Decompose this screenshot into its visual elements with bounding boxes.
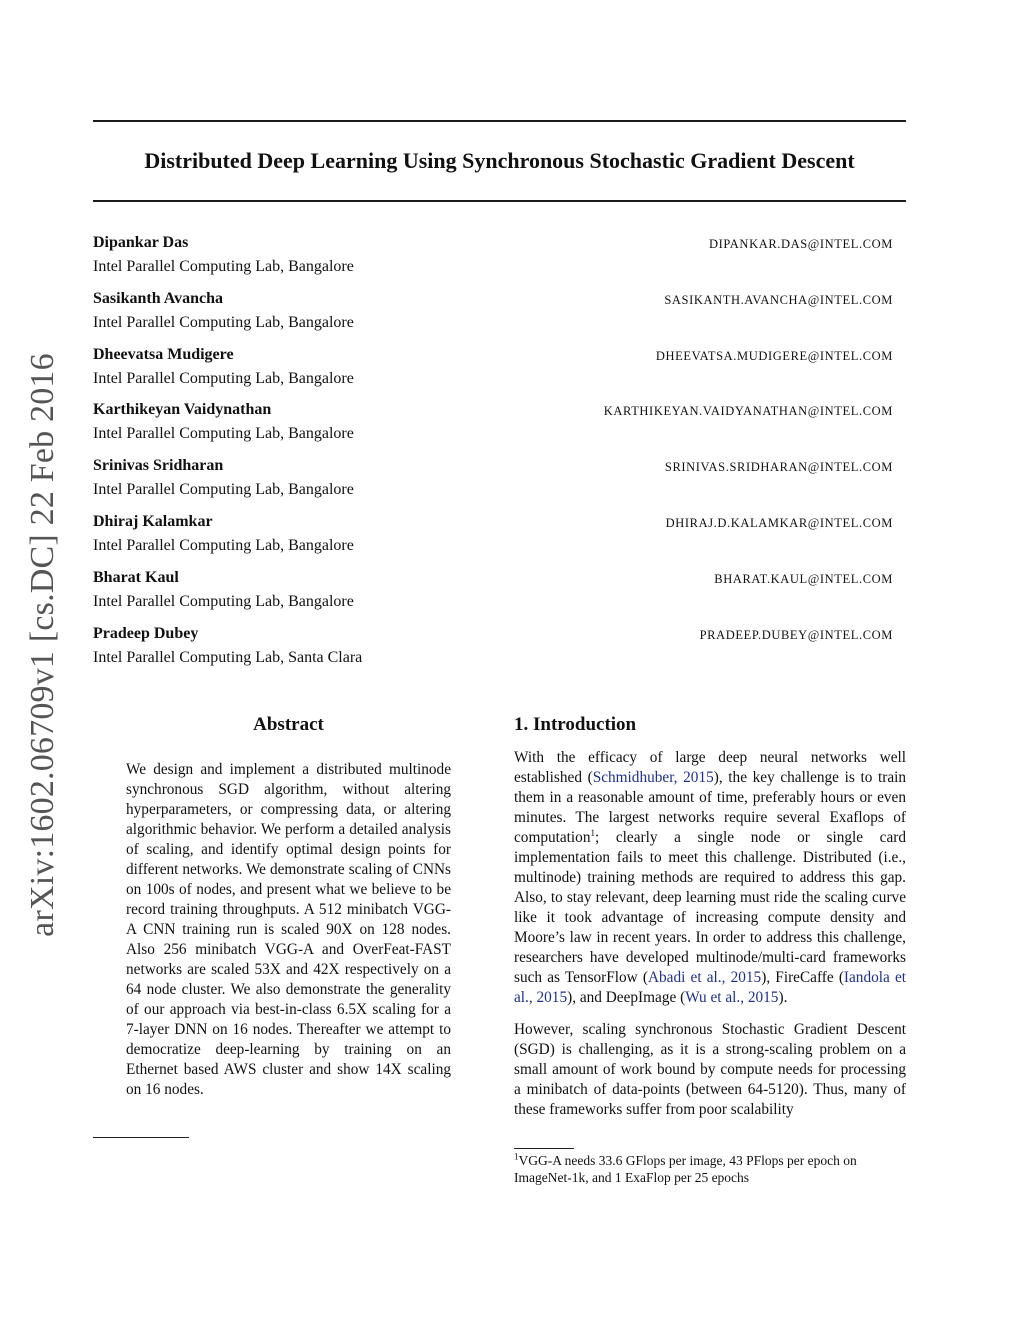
footnote-marker[interactable]: 1 (590, 827, 595, 838)
author-email: KARTHIKEYAN.VAIDYANATHAN@INTEL.COM (603, 404, 893, 419)
footnote-rule (514, 1148, 574, 1149)
text-span: With the efficacy of large deep neural networks well established ( (514, 749, 906, 786)
author-name: Pradeep Dubey (93, 624, 199, 642)
author-email: DHIRAJ.D.KALAMKAR@INTEL.COM (665, 515, 893, 530)
author-name: Dipankar Das (93, 234, 189, 251)
author-email: DHEEVATSA.MUDIGERE@INTEL.COM (655, 348, 893, 363)
introduction-paragraph-2: However, scaling synchronous Stochastic Gradient Descent (SGD) is challenging, as it is a strong-scaling problem on a small amount of work bound by compute needs for processing a minibatch of data-points (between 64-5120). Thus, many of these frameworks suffer from poor scalability (514, 1021, 906, 1118)
paper-title: Distributed Deep Learning Using Synchronous Stochastic Gradient Descent (144, 148, 855, 173)
author-affiliation: Intel Parallel Computing Lab, Bangalore (93, 258, 354, 275)
author-email: DIPANKAR.DAS@INTEL.COM (709, 237, 893, 251)
author-block (93, 511, 893, 567)
citation-link[interactable]: Iandola et al., 2015 (514, 969, 906, 1006)
introduction-heading: 1. Introduction (514, 714, 637, 735)
citation-link[interactable]: Abadi et al., 2015 (647, 969, 762, 986)
footnote-mark: 1 (514, 1151, 519, 1162)
text-span: ), FireCaffe ( (761, 969, 844, 986)
author-block (93, 399, 893, 455)
author-affiliation: Intel Parallel Computing Lab, Bangalore (93, 481, 354, 499)
author-email: BHARAT.KAUL@INTEL.COM (714, 571, 893, 586)
author-affiliation: Intel Parallel Computing Lab, Bangalore (93, 425, 354, 443)
footnote-rule-left (93, 1137, 189, 1138)
author-name: Dheevatsa Mudigere (93, 345, 234, 363)
footnote-text: VGG-A needs 33.6 GFlops per image, 43 PFlops per epoch on ImageNet-1k, and 1 ExaFlop per 25 epochs (514, 1153, 857, 1185)
author-email: PRADEEP.DUBEY@INTEL.COM (699, 627, 893, 642)
author-affiliation: Intel Parallel Computing Lab, Bangalore (93, 536, 354, 554)
author-block (93, 288, 893, 344)
text-span: ), and DeepImage ( (567, 989, 686, 1006)
author-block (93, 567, 893, 623)
author-affiliation: Intel Parallel Computing Lab, Bangalore (93, 313, 354, 331)
author-block (93, 455, 893, 511)
footnote (514, 1152, 906, 1186)
title-rule-top (93, 120, 906, 122)
abstract-heading: Abstract (253, 714, 324, 735)
title-rule-bottom (93, 200, 906, 202)
citation-link[interactable]: Wu et al., 2015 (685, 989, 779, 1006)
citation-link[interactable]: Schmidhuber, 2015 (592, 769, 714, 786)
abstract-text: We design and implement a distributed multinode synchronous SGD algorithm, without altering hyperparameters, or compressing data, or altering algorithmic behavior. We perform a detailed analysis of scaling, and identify optimal design points for different networks. We demonstrate scaling of CNNs on 100s of nodes, and present what we believe to be record training throughputs. A 512 minibatch VGG-A CNN training run is scaled 90X on 128 nodes. Also 256 minibatch VGG-A and OverFeat-FAST networks are scaled 53X and 42X respectively on a 64 node cluster. We also demonstrate the generality of our approach via best-in-class 6.5X scaling for a 7-layer DNN on 16 nodes. Thereafter we attempt to democratize deep-learning by training on an Ethernet based AWS cluster and show 14X scaling on 16 nodes. (126, 761, 451, 1098)
author-name: Dhiraj Kalamkar (93, 512, 213, 530)
introduction-paragraph-1 (514, 748, 906, 1008)
author-affiliation: Intel Parallel Computing Lab, Bangalore (93, 592, 354, 610)
author-list (93, 232, 893, 678)
author-email: SRINIVAS.SRIDHARAN@INTEL.COM (664, 460, 893, 475)
arxiv-stamp: arXiv:1602.06709v1 [cs.DC] 22 Feb 2016 (24, 353, 61, 937)
author-block (93, 232, 893, 288)
author-name: Karthikeyan Vaidynathan (93, 401, 272, 419)
author-affiliation: Intel Parallel Computing Lab, Santa Clara (93, 648, 363, 666)
introduction-body (514, 748, 906, 1136)
author-name: Bharat Kaul (93, 568, 179, 586)
text-span: ), the key challenge is to train them in a reasonable amount of time, preferably hours or even minutes. The largest networks require several Exaflops of computation (514, 769, 906, 846)
author-email: SASIKANTH.AVANCHA@INTEL.COM (664, 292, 893, 307)
text-span: ; clearly a single node or single card implementation fails to meet this challenge. Distributed (i.e., multinode) training methods are required to address this gap. Also, to stay relevant, deep learning must ride the scaling curve like it took advantage of increasing compute density and Moore’s law in recent years. In order to address this challenge, researchers have developed multinode/multi-card frameworks such as TensorFlow ( (514, 829, 906, 986)
text-span: ). (778, 989, 788, 1006)
author-name: Srinivas Sridharan (93, 457, 224, 475)
author-affiliation: Intel Parallel Computing Lab, Bangalore (93, 369, 354, 387)
author-block (93, 623, 893, 679)
author-name: Sasikanth Avancha (93, 289, 223, 307)
author-block (93, 344, 893, 400)
